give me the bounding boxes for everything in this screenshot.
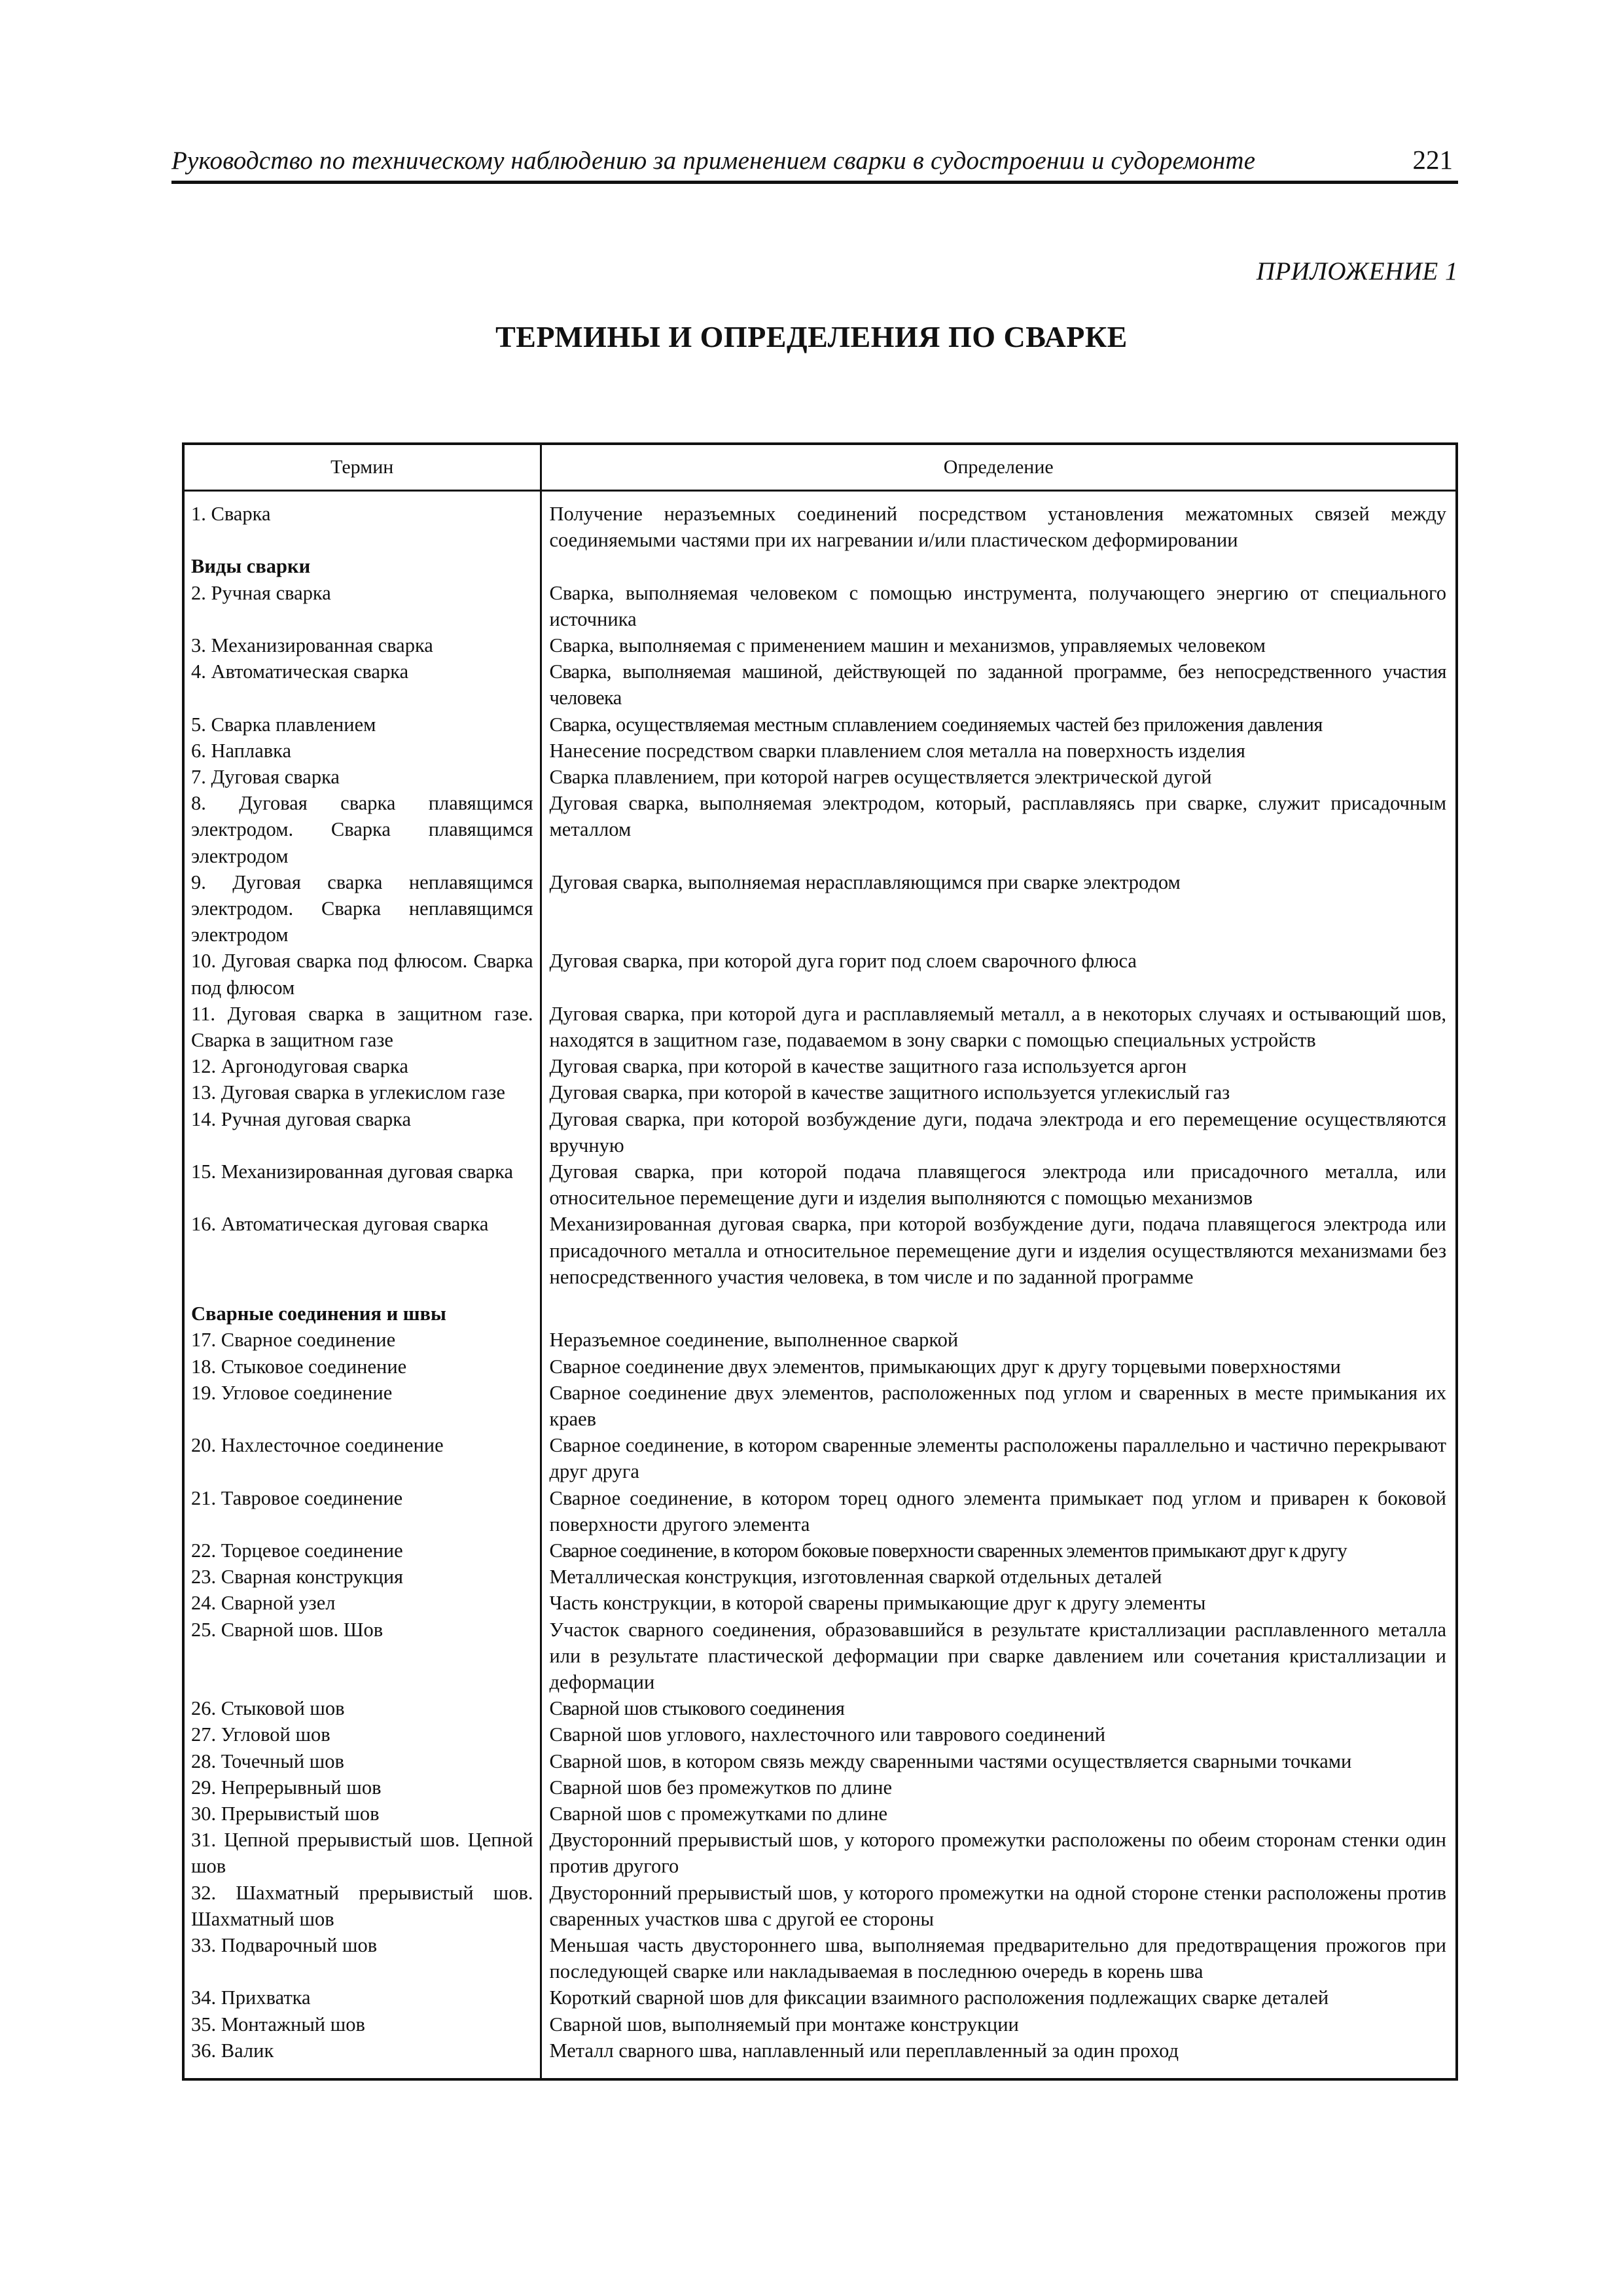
table-row xyxy=(183,711,1457,738)
terms-table xyxy=(182,442,1458,2081)
definition-cell: Меньшая часть двустороннего шва, выполняемая предварительно для предотвращения прожогов при последующей сварке или накладываемая в последнюю очередь в корень шва xyxy=(549,1933,1446,1983)
definition-cell: Сварное соединение двух элементов, расположенных под углом и сваренных в месте примыкания их краев xyxy=(549,1381,1446,1430)
table-row xyxy=(183,1617,1457,1696)
section-heading-row xyxy=(183,553,1457,579)
table-row xyxy=(183,580,1457,632)
term-cell: 23. Сварная конструкция xyxy=(183,1564,541,1590)
term-cell: 34. Прихватка xyxy=(183,1984,541,2011)
term-cell: 36. Валик xyxy=(183,2037,541,2079)
running-title: Руководство по техническому наблюдению за применением сварки в судостроении и судоремонте xyxy=(171,147,1256,175)
definition-cell: Дуговая сварка, при которой возбуждение дуги, подача электрода и его перемещение осуществляются вручную xyxy=(549,1107,1446,1157)
table-row xyxy=(183,1432,1457,1484)
term-cell: 19. Угловое соединение xyxy=(183,1380,541,1432)
appendix-label: ПРИЛОЖЕНИЕ 1 xyxy=(1256,257,1458,285)
table-row xyxy=(183,1695,1457,1721)
term-cell: 20. Нахлесточное соединение xyxy=(183,1432,541,1484)
definition-cell: Сварное соединение, в котором боковые поверхности сваренных элементов примыкают друг к другу xyxy=(549,1539,1347,1562)
table-row xyxy=(183,2011,1457,2037)
table-row xyxy=(183,1774,1457,1801)
table-row xyxy=(183,1827,1457,1879)
definition-cell: Часть конструкции, в которой сварены примыкающие друг к другу элементы xyxy=(549,1592,1206,1615)
term-cell: 30. Прерывистый шов xyxy=(183,1801,541,1827)
term-cell: 32. Шахматный прерывистый шов. Шахматный шов xyxy=(183,1880,541,1932)
table-row xyxy=(183,1721,1457,1748)
definition-cell: Дуговая сварка, при которой в качестве защитного используется углекислый газ xyxy=(549,1081,1230,1104)
table-row xyxy=(183,491,1457,554)
term-cell: 24. Сварной узел xyxy=(183,1590,541,1616)
definition-cell: Сварной шов без промежутков по длине xyxy=(549,1776,893,1799)
definition-cell: Сварной шов стыкового соединения xyxy=(549,1697,845,1720)
table-row xyxy=(183,1354,1457,1380)
section-heading: Сварные соединения и швы xyxy=(183,1290,541,1327)
definition-cell: Сварной шов, выполняемый при монтаже конструкции xyxy=(549,2013,1019,2036)
term-cell: 25. Сварной шов. Шов xyxy=(183,1617,541,1696)
running-header xyxy=(171,140,1458,184)
definition-cell: Двусторонний прерывистый шов, у которого промежутки на одной стороне стенки расположены против сваренных участков шва с другой ее стороны xyxy=(549,1881,1446,1930)
definition-cell: Металлическая конструкция, изготовленная сваркой отдельных деталей xyxy=(549,1566,1162,1588)
definition-cell: Дуговая сварка, при которой подача плавящегося электрода или присадочного металла, или относительное перемещение дуги и изделия выполняются с помощью механизмов xyxy=(549,1160,1446,1210)
table-row xyxy=(183,1106,1457,1158)
term-cell: 27. Угловой шов xyxy=(183,1721,541,1748)
definition-cell: Сварное соединение двух элементов, примыкающих друг к другу торцевыми поверхностями xyxy=(549,1355,1341,1378)
term-cell: 12. Аргонодуговая сварка xyxy=(183,1053,541,1079)
term-cell: 11. Дуговая сварка в защитном газе. Сварка в защитном газе xyxy=(183,1001,541,1053)
term-cell: 26. Стыковой шов xyxy=(183,1695,541,1721)
table-row xyxy=(183,1001,1457,1053)
term-cell: 15. Механизированная дуговая сварка xyxy=(183,1158,541,1211)
table-row xyxy=(183,738,1457,764)
table-row xyxy=(183,790,1457,869)
definition-cell: Механизированная дуговая сварка, при которой возбуждение дуги, подача плавящегося электрода или присадочного металла и относительное перемещение дуги и изделия осуществляются механизмами без непосредственного участия человека, в том числе и по заданной программе xyxy=(549,1213,1446,1288)
definition-cell: Сварка, выполняемая машиной, действующей по заданной программе, без непосредственного участия человека xyxy=(549,660,1446,709)
term-cell: 29. Непрерывный шов xyxy=(183,1774,541,1801)
terms-body xyxy=(183,491,1457,2079)
term-cell: 14. Ручная дуговая сварка xyxy=(183,1106,541,1158)
definition-cell: Сварка плавлением, при которой нагрев осуществляется электрической дугой xyxy=(549,766,1212,789)
definition-cell: Неразъемное соединение, выполненное сваркой xyxy=(549,1329,959,1352)
definition-cell: Сварное соединение, в котором сваренные элементы расположены параллельно и частично перекрывают друг друга xyxy=(549,1434,1446,1483)
definition-cell: Двусторонний прерывистый шов, у которого промежутки расположены по обеим сторонам стенки один против другого xyxy=(549,1829,1446,1878)
section-empty-cell xyxy=(541,1290,1457,1327)
definition-cell: Участок сварного соединения, образовавшийся в результате кристаллизации расплавленного металла или в результате пластической деформации при сварке давлением или сочетания кристаллизации и деформации xyxy=(549,1618,1446,1693)
section-heading: Виды сварки xyxy=(183,553,541,579)
term-cell: 2. Ручная сварка xyxy=(183,580,541,632)
term-cell: 31. Цепной прерывистый шов. Цепной шов xyxy=(183,1827,541,1879)
definition-cell: Сварка, осуществляемая местным сплавлением соединяемых частей без приложения давления xyxy=(549,713,1323,736)
term-cell: 4. Автоматическая сварка xyxy=(183,658,541,711)
definition-cell: Сварной шов углового, нахлесточного или таврового соединений xyxy=(549,1723,1106,1746)
definition-cell: Дуговая сварка, выполняемая электродом, который, расплавляясь при сварке, служит присадочным металлом xyxy=(549,792,1446,841)
definition-cell: Металл сварного шва, наплавленный или переплавленный за один проход xyxy=(549,2039,1179,2062)
section-heading-row xyxy=(183,1290,1457,1327)
table-row xyxy=(183,869,1457,948)
table-row xyxy=(183,1327,1457,1353)
term-cell: 17. Сварное соединение xyxy=(183,1327,541,1353)
definition-cell: Дуговая сварка, при которой в качестве защитного газа используется аргон xyxy=(549,1055,1187,1078)
table-row xyxy=(183,1485,1457,1537)
definition-cell: Сварной шов с промежутками по длине xyxy=(549,1802,888,1825)
table-row xyxy=(183,1748,1457,1774)
term-cell: 28. Точечный шов xyxy=(183,1748,541,1774)
term-cell: 10. Дуговая сварка под флюсом. Сварка под флюсом xyxy=(183,948,541,1000)
definition-cell: Короткий сварной шов для фиксации взаимного расположения подлежащих сварке деталей xyxy=(549,1986,1329,2009)
term-cell: 21. Тавровое соединение xyxy=(183,1485,541,1537)
term-cell: 18. Стыковое соединение xyxy=(183,1354,541,1380)
section-empty-cell xyxy=(541,553,1457,579)
term-cell: 22. Торцевое соединение xyxy=(183,1537,541,1564)
term-cell: 33. Подварочный шов xyxy=(183,1932,541,1984)
document-title: ТЕРМИНЫ И ОПРЕДЕЛЕНИЯ ПО СВАРКЕ xyxy=(495,320,1128,353)
term-cell: 3. Механизированная сварка xyxy=(183,632,541,658)
table-row xyxy=(183,948,1457,1000)
definition-cell: Сварной шов, в котором связь между сваренными частями осуществляется сварными точками xyxy=(549,1749,1352,1772)
table-row xyxy=(183,764,1457,790)
term-cell: 1. Сварка xyxy=(183,491,541,554)
term-cell: 7. Дуговая сварка xyxy=(183,764,541,790)
table-row xyxy=(183,1211,1457,1290)
table-row xyxy=(183,1932,1457,1984)
definition-cell: Дуговая сварка, выполняемая нерасплавляющимся при сварке электродом xyxy=(549,870,1181,893)
definition-cell: Сварка, выполняемая с применением машин и механизмов, управляемых человеком xyxy=(549,634,1266,657)
table-row xyxy=(183,1380,1457,1432)
header-definition: Определение xyxy=(541,444,1457,491)
table-row xyxy=(183,1564,1457,1590)
term-cell: 13. Дуговая сварка в углекислом газе xyxy=(183,1079,541,1105)
term-cell: 16. Автоматическая дуговая сварка xyxy=(183,1211,541,1290)
table-row xyxy=(183,1590,1457,1616)
definition-cell: Получение неразъемных соединений посредством установления межатомных связей между соединяемыми частями при их нагревании и/или пластическом деформировании xyxy=(549,503,1446,552)
term-cell: 9. Дуговая сварка неплавящимся электродом. Сварка неплавящимся электродом xyxy=(183,869,541,948)
table-row xyxy=(183,658,1457,711)
table-row xyxy=(183,1053,1457,1079)
table-header-row xyxy=(183,444,1457,491)
table-row xyxy=(183,1537,1457,1564)
definition-cell: Сварка, выполняемая человеком с помощью инструмента, получающего энергию от специального источника xyxy=(549,581,1446,630)
table-row xyxy=(183,1880,1457,1932)
term-cell: 5. Сварка плавлением xyxy=(183,711,541,738)
table-row xyxy=(183,632,1457,658)
table-row xyxy=(183,1801,1457,1827)
term-cell: 35. Монтажный шов xyxy=(183,2011,541,2037)
header-term: Термин xyxy=(183,444,541,491)
term-cell: 8. Дуговая сварка плавящимся электродом. Сварка плавящимся электродом xyxy=(183,790,541,869)
page-number: 221 xyxy=(1412,145,1453,175)
term-cell: 6. Наплавка xyxy=(183,738,541,764)
definition-cell: Нанесение посредством сварки плавлением слоя металла на поверхность изделия xyxy=(549,739,1245,762)
table-row xyxy=(183,1079,1457,1105)
definition-cell: Дуговая сварка, при которой дуга горит под слоем сварочного флюса xyxy=(549,950,1137,973)
table-row xyxy=(183,1984,1457,2011)
table-row xyxy=(183,1158,1457,1211)
definition-cell: Сварное соединение, в котором торец одного элемента примыкает под углом и приварен к боковой поверхности другого элемента xyxy=(549,1486,1446,1535)
definition-cell: Дуговая сварка, при которой дуга и расплавляемый металл, а в некоторых случаях и остывающий шов, находятся в защитном газе, подаваемом в зону сварки с помощью специальных устройств xyxy=(549,1002,1446,1052)
table-row xyxy=(183,2037,1457,2079)
